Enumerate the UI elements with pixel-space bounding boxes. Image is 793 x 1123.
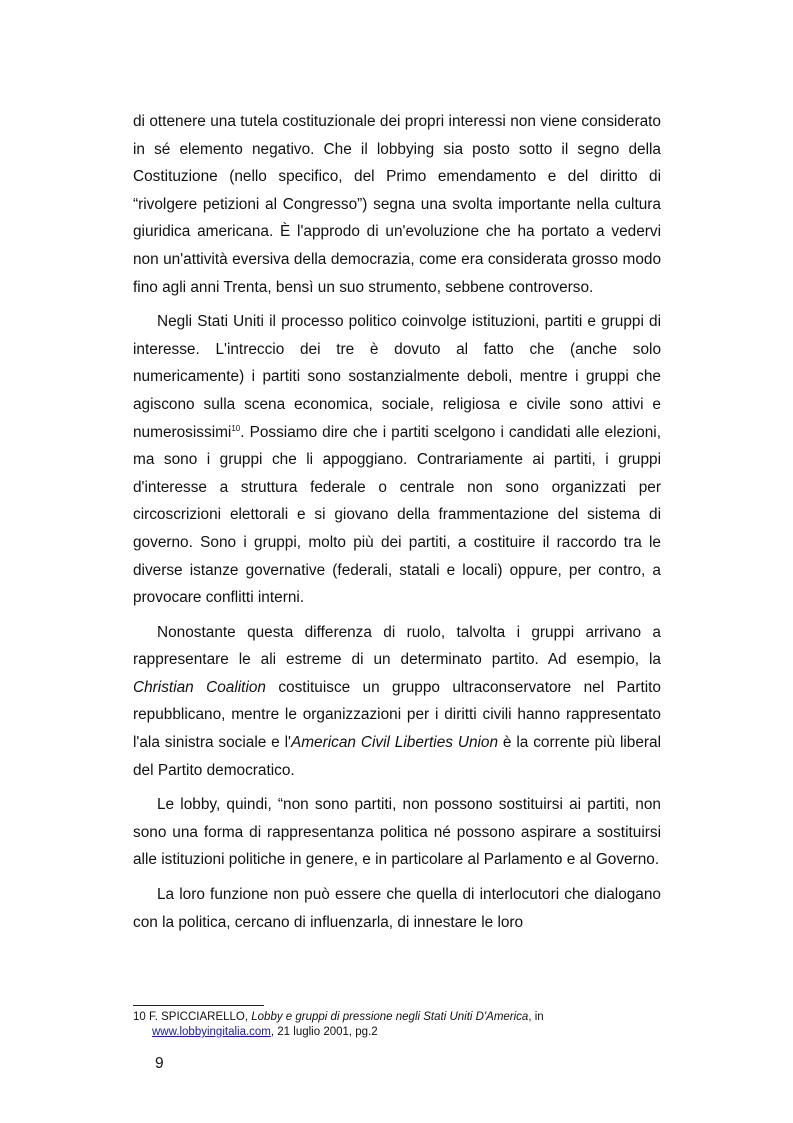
footnote-text: , 21 luglio 2001, pg.2 [270,1026,378,1038]
paragraph-text: Negli Stati Uniti il processo politico coinvolge istituzioni, partiti e gruppi di interesse. L'intreccio dei tre è dovuto al fatto che (anche solo numericamente) i partiti sono sostanzialmente deboli, mentre i gruppi che agiscono sulla scena economica, sociale, religiosa e civile sono attivi e numerosissimi [133,313,661,441]
footnote-reference[interactable]: 10 [231,423,241,433]
body-text [133,108,661,943]
paragraph: La loro funzione non può essere che quella di interlocutori che dialogano con la politica, cercano di influenzarla, di innestare le loro [133,886,661,931]
paragraph: Le lobby, quindi, “non sono partiti, non possono sostituirsi ai partiti, non sono una forma di rappresentanza politica né possono aspirare a sostituirsi alle istituzioni politiche in genere, e in particolare al Parlamento e al Governo. [133,796,661,869]
paragraph-text: è la corrente più liberal del Partito democratico. [133,734,662,779]
paragraph [133,619,661,785]
paragraph: di ottenere una tutela costituzionale dei propri interessi non viene considerato in sé elemento negativo. Che il lobbying sia posto sotto il segno della Costituzione (nello specifico, del Primo emendamento e del diritto di “rivolgere petizioni al Congresso”) segna una svolta importante nella cultura giuridica americana. È l'approdo di un'evoluzione che ha portato a vedervi non un'attività eversiva della democrazia, come era considerata grosso modo fino agli anni Trenta, bensì un suo strumento, sebbene controverso. [133,113,661,296]
footnote-author: F. SPICCIARELLO, [149,1011,249,1023]
footnote-text: , in [528,1011,544,1023]
organization-name: American Civil Liberties Union [290,734,499,752]
paragraph [133,308,661,612]
footnote-link[interactable]: www.lobbyingitalia.com [152,1026,271,1038]
page-number: 9 [155,1055,164,1072]
footnote-title: Lobby e gruppi di pressione negli Stati Uniti D'America [251,1011,529,1023]
paragraph-text: . Possiamo dire che i partiti scelgono i candidati alle elezioni, ma sono i gruppi che li appoggiano. Contrariamente ai partiti, i gruppi d'interesse a struttura federale o centrale non sono organizzati per circoscrizioni elettorali e si giovano della frammentazione del sistema di governo. Sono i gruppi, molto più dei partiti, a costituire il raccordo tra le diverse istanze governative (federali, statali e locali) oppure, per contro, a provocare conflitti interni. [133,423,661,607]
footnote-number: 10 [133,1011,146,1023]
footnote [133,1010,673,1040]
footnote-separator [133,1005,264,1006]
paragraph-text: Nonostante questa differenza di ruolo, talvolta i gruppi arrivano a rappresentare le ali estreme di un determinato partito. Ad esempio, la [133,623,661,669]
paragraph-text: costituisce un gruppo ultraconservatore nel Partito repubblicano, mentre le organizzazioni per i diritti civili hanno rappresentato l'ala sinistra sociale e l' [133,678,661,752]
organization-name: Christian Coalition [133,678,266,696]
